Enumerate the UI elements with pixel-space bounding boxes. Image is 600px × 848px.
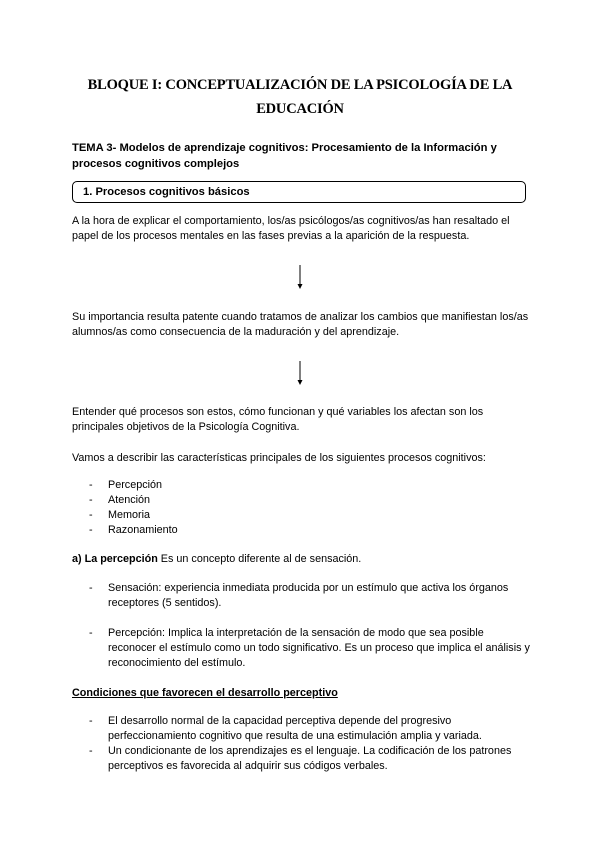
conditions-list [72,714,532,774]
topic-heading: TEMA 3- Modelos de aprendizaje cognitivos: Procesamiento de la Información y procesos cognitivos complejos [72,142,497,170]
down-arrow-icon [295,361,305,387]
list-item: - Atención [89,494,151,506]
list-item: - Percepción [89,479,163,491]
document-title: BLOQUE I: CONCEPTUALIZACIÓN DE LA PSICOLOGÍA DE LA EDUCACIÓN [87,77,513,117]
list-item: - Razonamiento [89,524,178,536]
paragraph-objectives: Entender qué procesos son estos, cómo funcionan y qué variables los afectan son los principales objetivos de la Psicología Cognitiva. [72,406,484,434]
paragraph-intro: A la hora de explicar el comportamiento, los/as psicólogos/as cognitivos/as han resaltado el papel de los procesos mentales en las fases previas a la aparición de la respuesta. [72,215,510,243]
paragraph-importance: Su importancia resulta patente cuando tratamos de analizar los cambios que manifiestan los/as alumnos/as como consecuencia de la maduración y del aprendizaje. [72,311,529,339]
perception-label: a) La percepción [72,553,158,565]
perception-list [72,581,532,611]
processes-list [72,478,532,538]
list-item: - El desarrollo normal de la capacidad perceptiva depende del progresivo perfeccionamiento cognitivo que resulta de una estimulación amplia y variada. [89,715,482,742]
perception-text: Es un concepto diferente al de sensación. [157,553,362,565]
list-item: - Memoria [89,509,150,521]
list-item: - Percepción: Implica la interpretación de la sensación de modo que sea posible reconocer el estímulo como un todo significativo. Es un proceso que implica el análisis y reconocimiento del estímulo. [89,627,530,669]
perception-list-2 [72,626,532,671]
conditions-heading: Condiciones que favorecen el desarrollo perceptivo [72,687,338,699]
perception-definition [72,552,532,567]
down-arrow-icon [295,265,305,291]
paragraph-description: Vamos a describir las características principales de los siguientes procesos cognitivos: [72,452,486,464]
list-item: - Un condicionante de los aprendizajes es el lenguaje. La codificación de los patrones perceptivos es favorecida al adquirir sus códigos verbales. [89,745,512,772]
list-item: - Sensación: experiencia inmediata producida por un estímulo que activa los órganos receptores (5 sentidos). [89,582,509,609]
section-heading-box: 1. Procesos cognitivos básicos [72,181,526,203]
